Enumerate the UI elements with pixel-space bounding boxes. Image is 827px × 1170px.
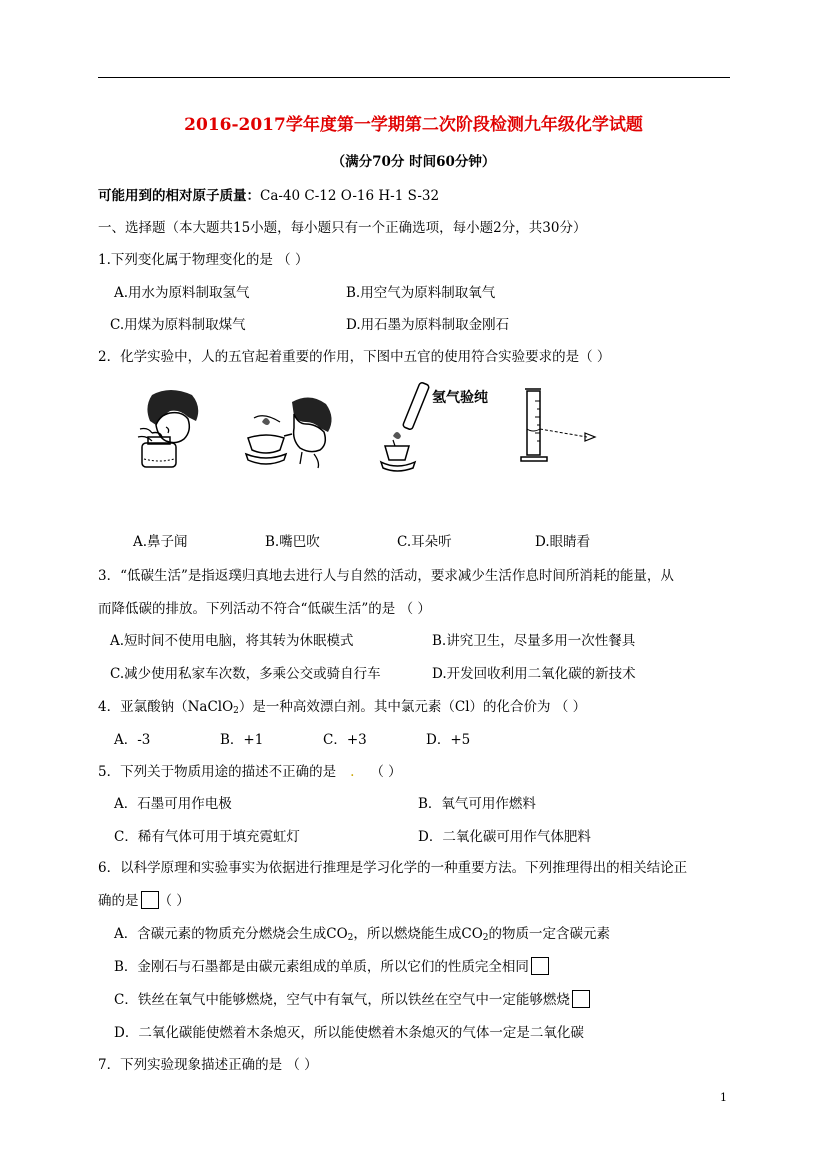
q1-option-c: C.用煤为原料制取煤气 bbox=[110, 317, 246, 333]
page-number: 1 bbox=[720, 1091, 727, 1104]
answer-box[interactable] bbox=[572, 990, 590, 1008]
section-1-note: （本大题共15小题，每小题只有一个正确选项，每小题2分，共30分） bbox=[165, 220, 587, 236]
q6-option-a-part2: ，所以燃烧能生成CO bbox=[353, 926, 483, 942]
q2-option-a: A.鼻子闻 bbox=[133, 534, 188, 550]
q4-option-d: D．+5 bbox=[426, 732, 471, 748]
q2-option-c: C.耳朵听 bbox=[397, 534, 452, 550]
q3-option-c: C.减少使用私家车次数，多乘公交或骑自行车 bbox=[110, 666, 381, 682]
q3-stem-line2: 而降低碳的排放。下列活动不符合“低碳生活”的是 （ ） bbox=[98, 601, 431, 617]
q6-stem-line2 bbox=[98, 889, 190, 909]
q6-option-a-sub1: 2 bbox=[347, 933, 354, 943]
atomic-mass-values: Ca-40 C-12 O-16 H-1 S-32 bbox=[260, 188, 440, 204]
q7-stem: 7．下列实验现象描述正确的是 （ ） bbox=[98, 1057, 318, 1073]
listen-illustration bbox=[375, 380, 435, 472]
q4-option-c: C．+3 bbox=[323, 732, 367, 748]
exam-title: 2016-2017学年度第一学期第二次阶段检测九年级化学试题 bbox=[184, 115, 643, 135]
q3-option-b: B.讲究卫生，尽量多用一次性餐具 bbox=[432, 633, 636, 649]
q4-stem-subscript: 2 bbox=[233, 706, 239, 716]
answer-box[interactable] bbox=[141, 891, 159, 909]
q4-stem-part1: 4．亚氯酸钠（NaClO bbox=[98, 699, 234, 715]
q6-option-a-sub2: 2 bbox=[482, 933, 489, 943]
q2-stem: 2．化学实验中，人的五官起着重要的作用，下图中五官的使用符合实验要求的是（ ） bbox=[98, 349, 611, 365]
q6-stem-line2a: 确的是 bbox=[98, 893, 139, 909]
q6-option-c: C．铁丝在氧气中能够燃烧，空气中有氧气，所以铁丝在空气中一定能够燃烧 bbox=[114, 992, 570, 1008]
q6-option-b-line bbox=[114, 955, 549, 975]
atomic-mass-line bbox=[98, 184, 439, 204]
q2-figure-label: 氢气验纯 bbox=[432, 390, 488, 406]
q1-option-b: B.用空气为原料制取氧气 bbox=[346, 285, 496, 301]
q3-stem-line1: 3．“低碳生活”是指返璞归真地去进行人与自然的活动，要求减少生活作息时间所消耗的能量，从 bbox=[98, 568, 674, 584]
q6-stem-line1: 6．以科学原理和实验事实为依据进行推理是学习化学的一种重要方法。下列推理得出的相关结论正 bbox=[98, 860, 688, 876]
q5-stem-line bbox=[98, 760, 402, 780]
atomic-mass-label: 可能用到的相对原子质量： bbox=[98, 188, 260, 204]
q5-option-b: B．氧气可用作燃料 bbox=[418, 796, 536, 812]
q4-stem bbox=[98, 695, 586, 716]
q5-option-c: C．稀有气体可用于填充霓虹灯 bbox=[114, 829, 300, 845]
q4-option-b: B．+1 bbox=[220, 732, 264, 748]
read-cylinder-illustration bbox=[515, 385, 600, 465]
blow-illustration bbox=[240, 392, 340, 470]
q5-dot: . bbox=[350, 764, 355, 780]
q6-option-a-part3: 的物质一定含碳元素 bbox=[488, 926, 611, 942]
q6-option-d: D．二氧化碳能使燃着木条熄灭，所以能使燃着木条熄灭的气体一定是二氧化碳 bbox=[114, 1025, 584, 1041]
section-1-heading bbox=[98, 216, 586, 236]
q5-paren: （ ） bbox=[370, 764, 402, 780]
exam-subtitle: （满分70分 时间60分钟） bbox=[331, 154, 496, 170]
q6-option-a bbox=[114, 922, 610, 943]
q3-option-d: D.开发回收利用二氧化碳的新技术 bbox=[432, 666, 636, 682]
smell-illustration bbox=[130, 387, 225, 469]
q5-option-d: D．二氧化碳可用作气体肥料 bbox=[418, 829, 591, 845]
q6-option-b: B．金刚石与石墨都是由碳元素组成的单质，所以它们的性质完全相同 bbox=[114, 959, 529, 975]
q2-option-d: D.眼睛看 bbox=[535, 534, 591, 550]
q5-stem: 5．下列关于物质用途的描述不正确的是 bbox=[98, 764, 337, 780]
answer-box[interactable] bbox=[531, 957, 549, 975]
q2-option-b: B.嘴巴吹 bbox=[265, 534, 320, 550]
q1-stem: 1.下列变化属于物理变化的是 （ ） bbox=[98, 252, 309, 268]
q6-stem-line2b: （ ） bbox=[158, 893, 190, 909]
q1-option-d: D.用石墨为原料制取金刚石 bbox=[346, 317, 510, 333]
section-1-title: 一、选择题 bbox=[98, 220, 166, 236]
q6-option-c-line bbox=[114, 988, 590, 1008]
q6-option-a-part1: A．含碳元素的物质充分燃烧会生成CO bbox=[114, 926, 348, 942]
q4-stem-part2: ）是一种高效漂白剂。其中氯元素（Cl）的化合价为 （ ） bbox=[238, 699, 587, 715]
header-rule bbox=[98, 77, 730, 78]
q1-option-a: A.用水为原料制取氢气 bbox=[114, 285, 250, 301]
q4-option-a: A．-3 bbox=[114, 732, 151, 748]
q5-option-a: A．石墨可用作电极 bbox=[114, 796, 232, 812]
q3-option-a: A.短时间不使用电脑，将其转为休眠模式 bbox=[110, 633, 354, 649]
